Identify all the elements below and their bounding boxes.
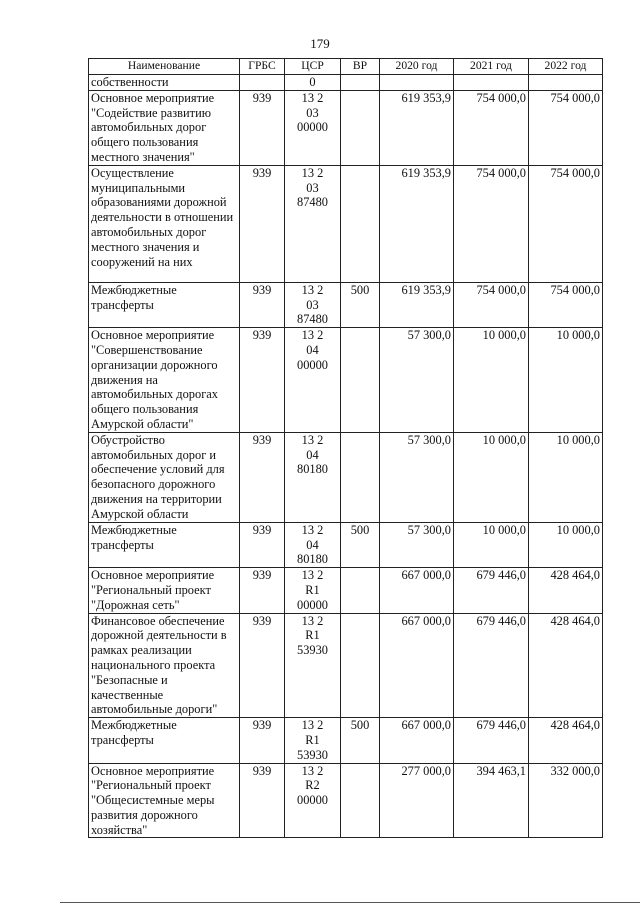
row-csr-part: 13 2 — [301, 718, 324, 733]
row-csr-part: 13 2 — [301, 522, 324, 537]
budget-table — [88, 58, 603, 838]
row-2020: 57 300,0 — [380, 328, 454, 433]
row-2020: 667 000,0 — [380, 568, 454, 613]
table-row — [89, 718, 603, 763]
row-vr: 500 — [341, 522, 380, 567]
header-2020: 2020 год — [380, 59, 454, 75]
row-2021: 394 463,1 — [454, 763, 529, 838]
row-2022: 10 000,0 — [529, 328, 603, 433]
row-vr — [341, 568, 380, 613]
row-2022: 754 000,0 — [529, 90, 603, 165]
row-csr-part: 87480 — [297, 312, 328, 327]
row-2022: 754 000,0 — [529, 165, 603, 282]
row-csr-part: 13 2 — [301, 568, 324, 583]
row-grbs — [240, 75, 285, 91]
row-2021: 10 000,0 — [454, 522, 529, 567]
row-grbs: 939 — [240, 613, 285, 718]
table-row — [89, 165, 603, 282]
table-row — [89, 432, 603, 522]
row-2021: 679 446,0 — [454, 613, 529, 718]
row-name: Основное мероприятие "Совершенствование организации дорожного движения на автомобильных дорогах общего пользования Амурской области" — [89, 328, 240, 433]
table-row — [89, 282, 603, 327]
row-csr-part: R1 — [305, 732, 320, 747]
table-row — [89, 613, 603, 718]
row-grbs: 939 — [240, 328, 285, 433]
row-2020: 57 300,0 — [380, 522, 454, 567]
row-csr — [285, 763, 341, 838]
row-2021: 754 000,0 — [454, 282, 529, 327]
row-2022: 10 000,0 — [529, 522, 603, 567]
row-2020: 619 353,9 — [380, 282, 454, 327]
row-2021: 10 000,0 — [454, 328, 529, 433]
row-2020: 57 300,0 — [380, 432, 454, 522]
table-row — [89, 763, 603, 838]
header-csr: ЦСР — [285, 59, 341, 75]
table-row — [89, 568, 603, 613]
row-name: Межбюджетные трансферты — [89, 718, 240, 763]
row-csr-part: 13 2 — [301, 613, 324, 628]
row-csr-part: 13 2 — [301, 432, 324, 447]
row-csr-part: 03 — [306, 105, 319, 120]
row-csr-part: 13 2 — [301, 165, 324, 180]
table-body — [89, 75, 603, 838]
table-row — [89, 90, 603, 165]
row-grbs: 939 — [240, 568, 285, 613]
row-name: Основное мероприятие "Региональный проект "Дорожная сеть" — [89, 568, 240, 613]
row-vr — [341, 432, 380, 522]
row-2022: 754 000,0 — [529, 282, 603, 327]
row-csr-part: 87480 — [297, 195, 328, 210]
row-csr-part: 03 — [306, 180, 319, 195]
header-grbs: ГРБС — [240, 59, 285, 75]
table-row — [89, 522, 603, 567]
row-2021: 679 446,0 — [454, 718, 529, 763]
page-number: 179 — [310, 36, 330, 51]
row-name: Основное мероприятие "Региональный проект "Общесистемные меры развития дорожного хозяйства" — [89, 763, 240, 838]
row-grbs: 939 — [240, 718, 285, 763]
row-csr — [285, 522, 341, 567]
row-2020 — [380, 75, 454, 91]
row-csr-part: R1 — [305, 628, 320, 643]
row-2020: 277 000,0 — [380, 763, 454, 838]
row-vr: 500 — [341, 282, 380, 327]
row-2020: 667 000,0 — [380, 613, 454, 718]
row-grbs: 939 — [240, 432, 285, 522]
row-csr — [285, 613, 341, 718]
row-vr — [341, 75, 380, 91]
row-2021: 754 000,0 — [454, 165, 529, 282]
row-2021 — [454, 75, 529, 91]
row-vr — [341, 613, 380, 718]
header-vr: ВР — [341, 59, 380, 75]
row-csr-part: R1 — [305, 582, 320, 597]
row-2021: 754 000,0 — [454, 90, 529, 165]
row-vr — [341, 90, 380, 165]
row-2022 — [529, 75, 603, 91]
row-csr-part: 80180 — [297, 462, 328, 477]
row-2021: 10 000,0 — [454, 432, 529, 522]
row-2020: 619 353,9 — [380, 90, 454, 165]
row-csr — [285, 568, 341, 613]
row-name: Осуществление муниципальными образованиями дорожной деятельности в отношении автомобильных дорог местного значения и сооружений на них — [89, 165, 240, 282]
row-grbs: 939 — [240, 90, 285, 165]
header-name: Наименование — [89, 59, 240, 75]
row-csr — [285, 75, 341, 91]
row-csr-part: 13 2 — [301, 282, 324, 297]
row-csr-part: 04 — [306, 447, 319, 462]
row-2022: 428 464,0 — [529, 568, 603, 613]
row-csr-part: 04 — [306, 342, 319, 357]
page-bottom-rule — [60, 902, 640, 903]
row-csr — [285, 328, 341, 433]
row-2020: 667 000,0 — [380, 718, 454, 763]
row-csr-part: 13 2 — [301, 328, 324, 343]
row-vr: 500 — [341, 718, 380, 763]
header-2022: 2022 год — [529, 59, 603, 75]
row-csr-part: R2 — [305, 778, 320, 793]
row-csr-part: 53930 — [297, 747, 328, 762]
row-2022: 428 464,0 — [529, 718, 603, 763]
row-csr — [285, 718, 341, 763]
row-2021: 679 446,0 — [454, 568, 529, 613]
table-row — [89, 75, 603, 91]
row-grbs: 939 — [240, 282, 285, 327]
header-2021: 2021 год — [454, 59, 529, 75]
row-vr — [341, 763, 380, 838]
row-grbs: 939 — [240, 165, 285, 282]
row-name: Межбюджетные трансферты — [89, 282, 240, 327]
row-name: Межбюджетные трансферты — [89, 522, 240, 567]
row-vr — [341, 328, 380, 433]
row-csr — [285, 90, 341, 165]
row-csr — [285, 282, 341, 327]
row-vr — [341, 165, 380, 282]
row-csr — [285, 432, 341, 522]
row-csr-part: 03 — [306, 297, 319, 312]
row-csr-part: 04 — [306, 537, 319, 552]
row-name: собственности — [89, 75, 240, 91]
row-csr-part: 0 — [309, 75, 316, 89]
table-row — [89, 328, 603, 433]
row-name: Финансовое обеспечение дорожной деятельности в рамках реализации национального проекта "Безопасные и качественные автомобильные дороги" — [89, 613, 240, 718]
row-2020: 619 353,9 — [380, 165, 454, 282]
row-2022: 428 464,0 — [529, 613, 603, 718]
row-csr-part: 00000 — [297, 357, 328, 372]
row-csr-part: 13 2 — [301, 90, 324, 105]
row-name: Обустройство автомобильных дорог и обеспечение условий для безопасного дорожного движения на территории Амурской области — [89, 432, 240, 522]
row-csr — [285, 165, 341, 282]
row-csr-part: 53930 — [297, 643, 328, 658]
row-name: Основное мероприятие "Содействие развитию автомобильных дорог общего пользования местного значения" — [89, 90, 240, 165]
row-2022: 332 000,0 — [529, 763, 603, 838]
row-csr-part: 00000 — [297, 597, 328, 612]
row-csr-part: 13 2 — [301, 763, 324, 778]
row-grbs: 939 — [240, 522, 285, 567]
row-csr-part: 80180 — [297, 552, 328, 567]
row-grbs: 939 — [240, 763, 285, 838]
row-csr-part: 00000 — [297, 793, 328, 808]
row-csr-part: 00000 — [297, 120, 328, 135]
row-2022: 10 000,0 — [529, 432, 603, 522]
table-header-row — [89, 59, 603, 75]
